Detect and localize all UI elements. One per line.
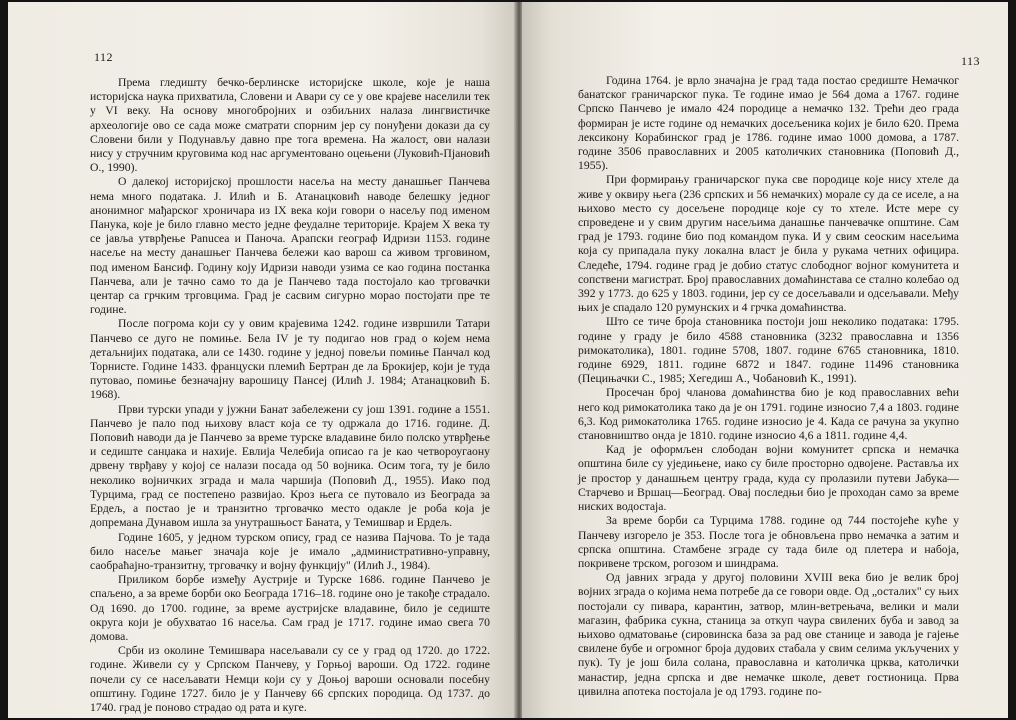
paragraph: Према гледишту бечко-берлинске историјске школе, које је наша историјска наука прихватила, Словени и Авари су се у ове крајеве населили тек у VI веку. На основу многобројних и озбиљних налаза лингвистичке археологије ово се сада може сматрати спорним јер су понуђени докази да су Словени били у Подунављу давно пре тога времена. На жалост, ови налази нису у стручним круговима код нас аргументовано оцењени (Луковић-Пјановић О., 1990). bbox=[90, 76, 490, 175]
paragraph: За време борби са Турцима 1788. године од 744 постојеће куће у Панчеву изгорело је 353. После тога је обновљена прво немачка а затим и српска општина. Стамбене зграде су тада биле од плетера и набоја, покривене трском, рогозом и шиндрама. bbox=[578, 514, 959, 570]
book-spread bbox=[8, 2, 1008, 718]
left-page bbox=[8, 2, 516, 718]
paragraph: Године 1605, у једном турском опису, град се назива Пајчова. То је тада било насеље мањег значаја које је имало „административно-управну, саобраћајно-транзитну, трговачку и војну функцију" (Илић Ј., 1984). bbox=[90, 530, 490, 572]
paragraph: Од јавних зграда у другој половини XVIII века био је велик број војних зграда о којима нема потребе да се говори овде. Од „осталих" су њих постојали су пивара, карантин, затвор, млин-ветрењача, велики и мали магазин, фабрика сукна, станица за откуп чаура свилених буба и завод за њихово одматовање (сировинска база за рад ове станице и завода је гајење свилене бубе и огромног броја дудових стабала у свим селима укључених у пук). Ту је још била солана, православна и католичка црква, католички манастир, једна српска и две немачке школе, девет гостионица. Прва цивилна апотека постојала је од 1793. године по- bbox=[578, 571, 959, 698]
paragraph: Кад је оформљен слободан војни комунитет српска и немачка општина биле су уједињене, иако су биле просторно одвојене. Раставља их је простор у данашњем центру града, куда су пролазили путеви Јабука—Старчево и Вршац—Београд. Овај последњи био је проходан само за време ниских водостаја. bbox=[578, 443, 959, 514]
paragraph: Први турски упади у јужни Банат забележени су још 1391. године а 1551. Панчево је пало под њихову власт која се ту одржала до 1716. године. Д. Поповић наводи да је Панчево за време турске владавине било полско утврђење и седиште санџака и нахије. Евлија Челебија описао га је као четвороугаону дрвену тврђаву у којој се налази посада од 50 војника. Осим тога, ту је било неколико војничких зграда и мала чаршија (Поповић Д., 1955). Иако под Турцима, град се постепено развијао. Кроз њега се путовало из Београда за Ердељ, а постао је и транзитно трговачко место одакле је роба која је допремана Дунавом ишла за унутрашњост Баната, у Темишвар и Ердељ. bbox=[90, 402, 490, 530]
paragraph: После погрома који су у овим крајевима 1242. године извршили Татари Панчево се дуго не помиње. Бела IV је ту подигао нов град о којем нема детаљнијих података, али се 1430. године у једној повељи помиње Панчал код Торнисте. Године 1433. француски племић Бертран де ла Брокијер, који је туда путовао, помиње безначајну варошицу Пансеј (Илић Ј. 1984; Атанацковић Б. 1968). bbox=[90, 317, 490, 402]
paragraph: Просечан број чланова домаћинства био је код православних већи него код римокатолика тако да је он 1791. године износио 7,4 а 1803. године 6,3. Код римокатолика 1765. године износио је 4. Када се рачуна за укупно становништво онда је 1810. године износио 4,6 а 1811. године 4,4. bbox=[578, 386, 959, 443]
paragraph: Што се тиче броја становника постоји још неколико података: 1795. године у граду је било 4588 становника (3232 православна и 1356 римокатолика), 1801. године 5708, 1807. године 6765 становника, 1810. године 6929, 1811. године 6872 и 1847. године 11496 становника (Пецињачки С., 1985; Хегедиш А., Чобановић К., 1991). bbox=[578, 315, 959, 386]
right-page-text bbox=[578, 74, 959, 699]
right-page bbox=[522, 2, 1008, 718]
left-page-text bbox=[90, 76, 490, 715]
paragraph: О далекој историјској прошлости насеља на месту данашњег Панчева нема много података. Ј. Илић и Б. Атанацковић наводе белешку једног анонимног мађарског хроничара из IX века који говори о насељу под именом Панука, које је било главно место једне феудалне територије. Крајем X века ту се јавља утврђење Panucea и Паноча. Арапски географ Идризи 1153. године насеље на месту данашњег Панчева бележи као варош са живом трговином, под именом Бансиф. Годину коју Идризи наводи узима се као година постанка Панчева, али је тачно само то да је Панчево тада постојало као трговачки центар са грчким трговцима. Град је сасвим сигурно морао постојати пре те године. bbox=[90, 175, 490, 317]
paragraph: Срби из околине Темишвара насељавали су се у град од 1720. до 1722. године. Живели су у Српском Панчеву, у Горњој вароши. Од 1722. године почели су се насељавати Немци који су у Доњој вароши основали посебну општину. Године 1727. било је у Панчеву 66 српских породица. Од 1737. до 1740. град је поново страдао од рата и куге. bbox=[90, 644, 490, 714]
right-page-number: 113 bbox=[961, 54, 981, 68]
paragraph: Година 1764. је врло значајна је град тада постао средиште Немачког банатског граничарског пука. Те године имао је 564 дома а 1767. године Српско Панчево је имало 424 породице а немачко 132. Трећи део града формиран је исте године од немачких досељеника којих је било 620. Према лексикону Корабинског град је 1786. године имао 1000 домова, а 1787. године 3506 православних и 2005 католичких становника (Поповић Д., 1955). bbox=[578, 74, 959, 173]
paragraph: Приликом борбе између Аустрије и Турске 1686. године Панчево је спаљено, а за време борби око Београда 1716–18. године оно је такође страдало. Од 1690. до 1700. године, за време аустријске владавине, било је седиште округа који је обухватао 16 насеља. Сам град је 1717. године имао свега 70 домова. bbox=[90, 573, 490, 643]
paragraph: При формирању граничарског пука све породице које нису хтеле да живе у оквиру њега (236 српских и 56 немачких) морале су да се иселе, а на њихово место су досељене породице које су то хтеле. Исте мере су спроведене и у свим другим насељима данашње панчевачке општине. Сам град је 1793. године био под командом пука. И у свим сеоским насељима која су припадала пуку локална власт је била у рукама четних официра. Следеће, 1794. године град је добио статус слободног војног комунитета и сопствени магистрат. Број православних домаћинстава се стално колебао од 392 у 1773. до 625 у 1803. години, јер су се досељавали и одсељавали. Међу њих је спадало 120 румунских и 4 грчка домаћинства. bbox=[578, 173, 959, 315]
left-page-number: 112 bbox=[94, 50, 114, 64]
